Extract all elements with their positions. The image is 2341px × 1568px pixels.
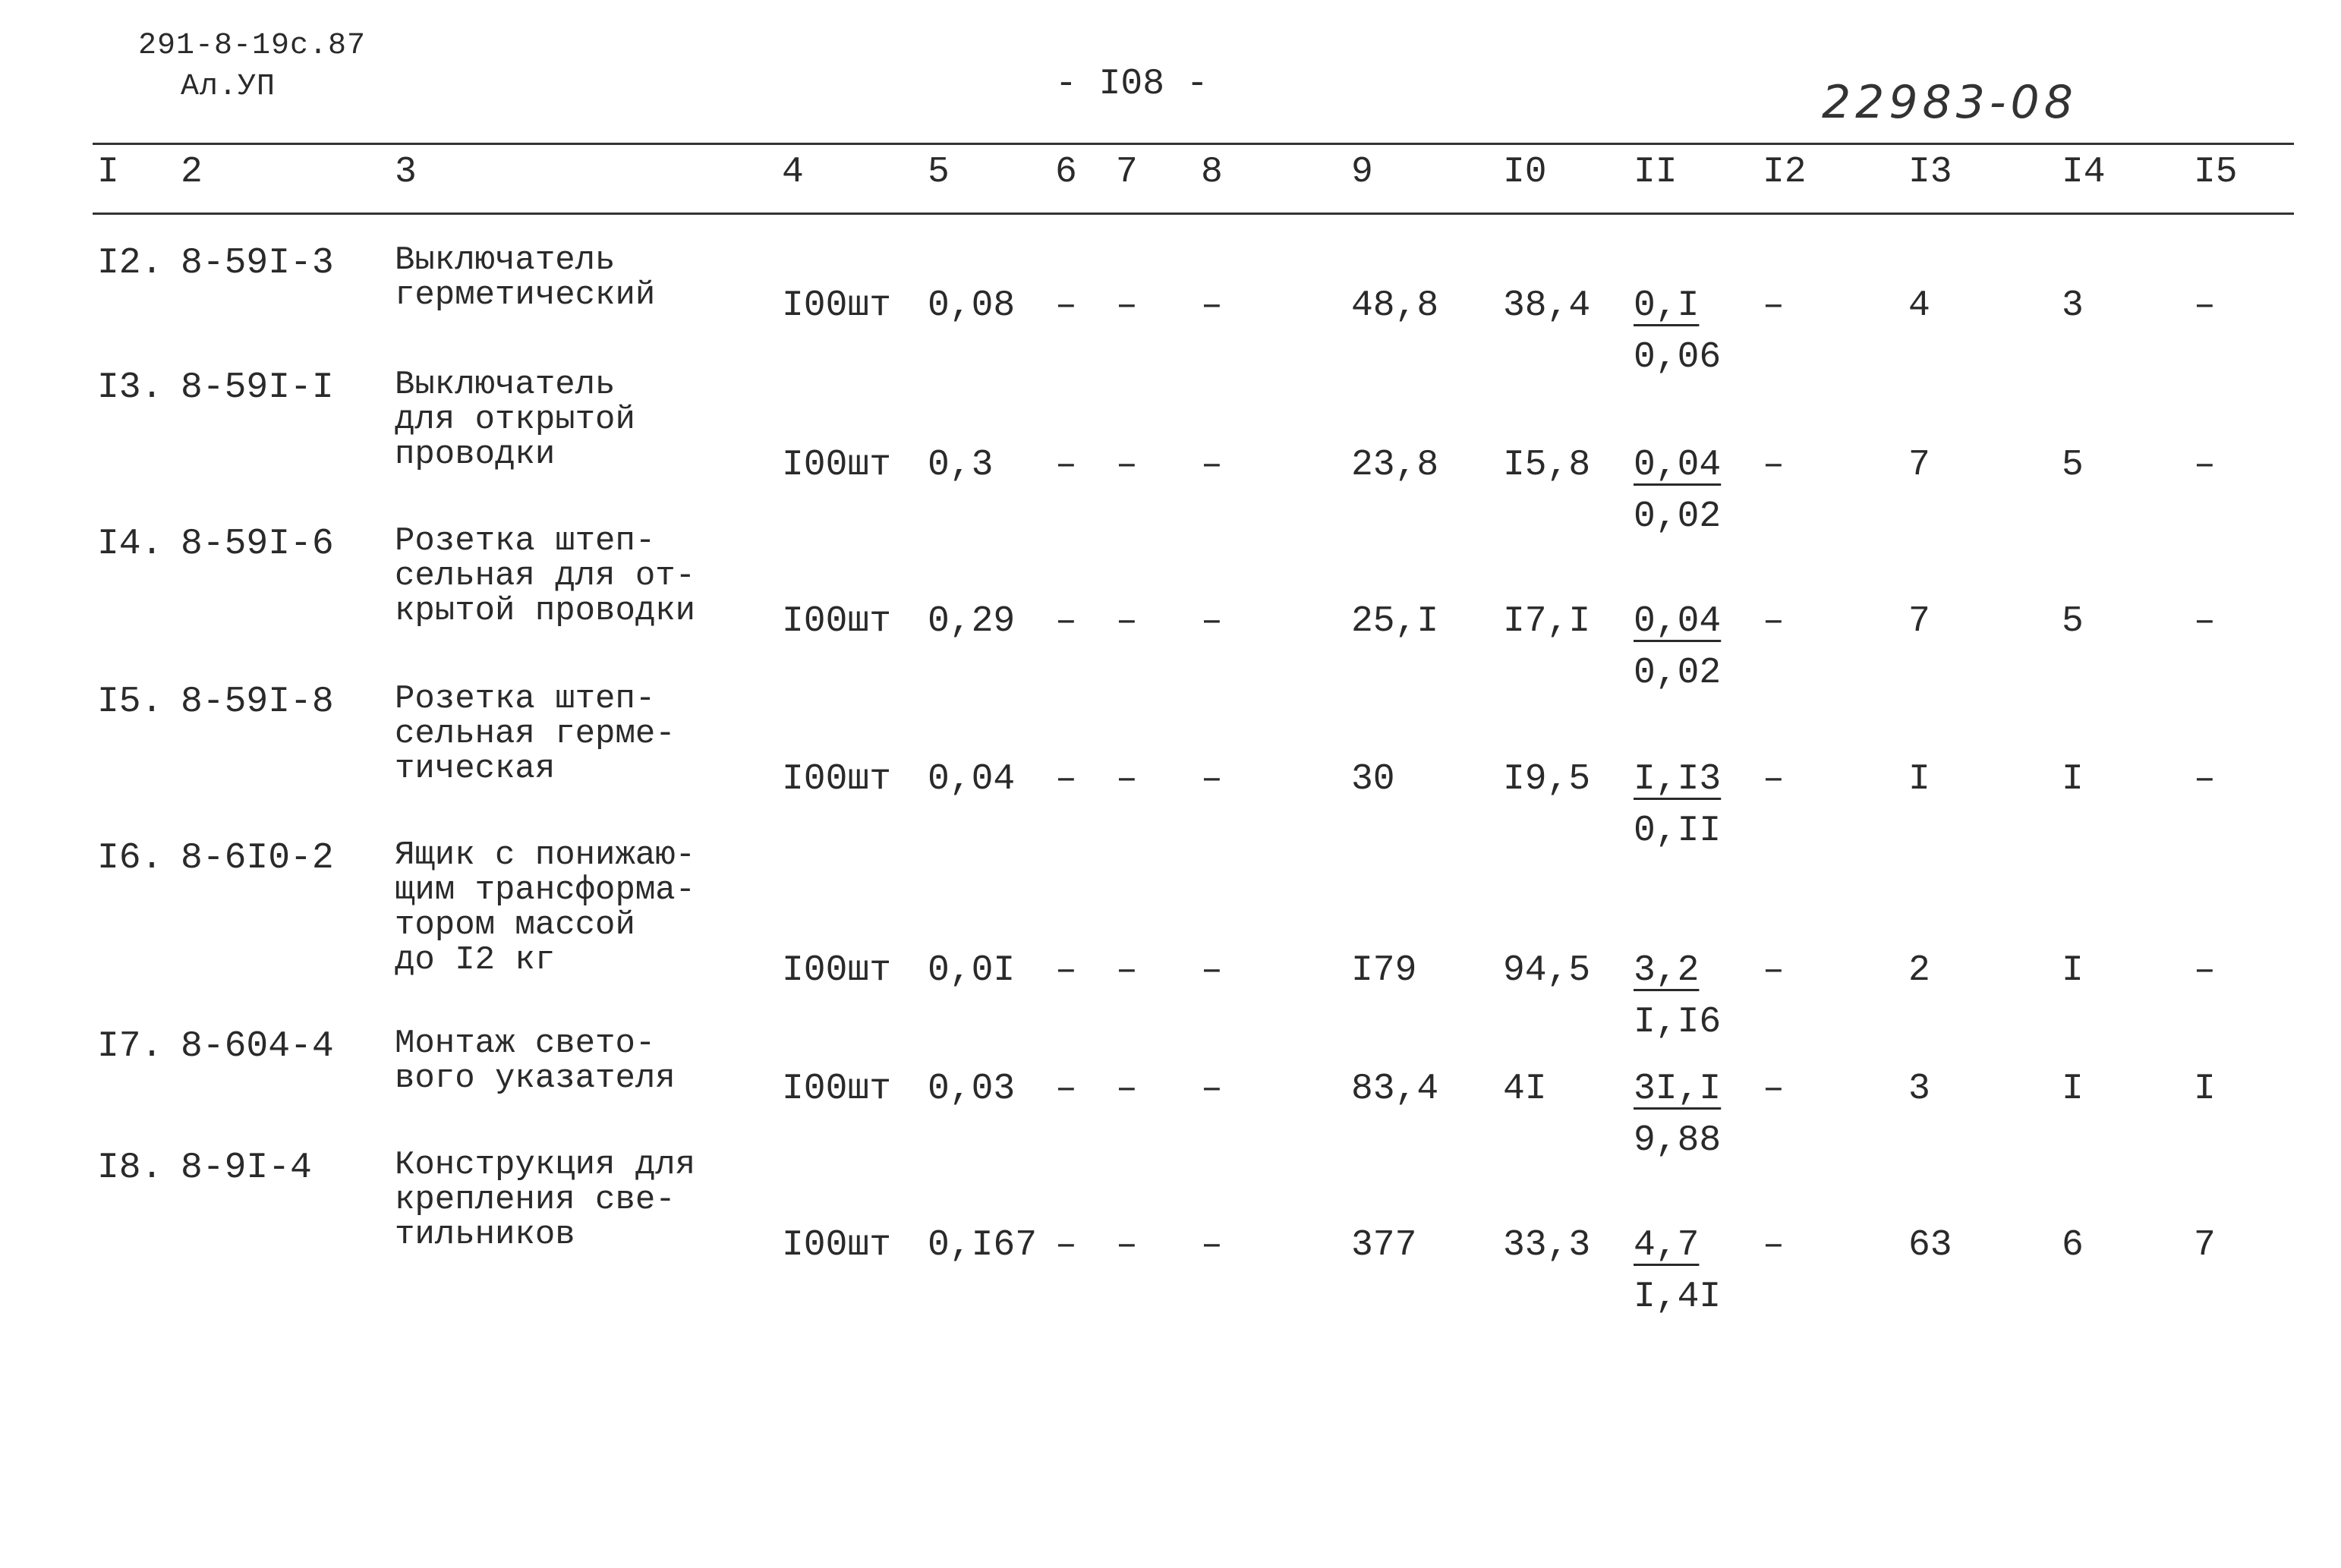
row-number: I5. [97,682,163,723]
row-code: 8-59I-I [181,367,334,408]
row-col11-numerator: 3,2 [1634,950,1700,991]
row-col8: – [1201,759,1223,800]
column-header-7: 7 [1116,152,1138,193]
row-col14: 5 [2062,601,2084,642]
row-col8: – [1201,950,1223,991]
row-unit: I00шт [782,285,892,326]
row-col15: – [2194,445,2216,486]
row-col13: 4 [1908,285,1930,326]
row-col10: I9,5 [1503,759,1591,800]
row-col6: – [1055,445,1077,486]
row-col8: – [1201,1069,1223,1110]
row-col11-numerator: 0,04 [1634,445,1722,486]
row-description: Выключатель герметический [395,241,656,314]
row-col15: – [2194,601,2216,642]
column-header-10: I0 [1503,152,1547,193]
row-col10: I7,I [1503,601,1591,642]
row-col8: – [1201,445,1223,486]
row-col15: – [2194,950,2216,991]
header-bottom-rule [93,213,2294,215]
row-col11-denominator: I,I6 [1634,1002,1722,1043]
header-top-rule [93,143,2294,145]
row-col12: – [1763,601,1785,642]
row-col11-numerator: 0,04 [1634,601,1722,642]
row-col11-numerator: 0,I [1634,285,1700,326]
row-col11-denominator: 0,02 [1634,653,1722,694]
row-col6: – [1055,759,1077,800]
column-header-14: I4 [2062,152,2106,193]
row-number: I3. [97,367,163,408]
row-description: Монтаж свето- вого указателя [395,1025,676,1097]
column-header-9: 9 [1351,152,1373,193]
archive-ref: 291-8-19с.87 [138,29,367,63]
row-code: 8-59I-8 [181,682,334,723]
row-description: Розетка штеп- сельная герме- тическая [395,680,676,788]
row-quantity: 0,03 [928,1069,1016,1110]
row-col6: – [1055,1225,1077,1266]
row-quantity: 0,0I [928,950,1016,991]
column-header-13: I3 [1908,152,1952,193]
row-col14: 3 [2062,285,2084,326]
row-col9: 23,8 [1351,445,1439,486]
row-number: I7. [97,1026,163,1067]
row-col6: – [1055,601,1077,642]
row-col10: 38,4 [1503,285,1591,326]
row-col11-denominator: 0,II [1634,811,1722,852]
column-header-12: I2 [1763,152,1807,193]
row-quantity: 0,I67 [928,1225,1038,1266]
row-col15: 7 [2194,1225,2216,1266]
row-description: Выключатель для открытой проводки [395,366,635,474]
row-code: 8-604-4 [181,1026,334,1067]
document-code: 22983-08 [1822,76,2078,129]
column-header-8: 8 [1201,152,1223,193]
row-col7: – [1116,759,1138,800]
row-col13: 7 [1908,601,1930,642]
row-col11-numerator: I,I3 [1634,759,1722,800]
row-col9: 377 [1351,1225,1417,1266]
row-col10: 4I [1503,1069,1547,1110]
row-number: I2. [97,243,163,284]
row-description: Розетка штеп- сельная для от- крытой проводки [395,522,696,630]
row-code: 8-59I-6 [181,524,334,565]
row-col14: 6 [2062,1225,2084,1266]
row-col11-numerator: 3I,I [1634,1069,1722,1110]
row-col12: – [1763,759,1785,800]
row-col12: – [1763,1225,1785,1266]
row-col11-denominator: 0,06 [1634,337,1722,378]
row-col7: – [1116,445,1138,486]
row-col7: – [1116,601,1138,642]
row-col12: – [1763,1069,1785,1110]
row-col10: 94,5 [1503,950,1591,991]
row-unit: I00шт [782,445,892,486]
row-col6: – [1055,950,1077,991]
row-quantity: 0,3 [928,445,994,486]
row-col12: – [1763,950,1785,991]
row-code: 8-59I-3 [181,243,334,284]
page-number: - I08 - [1055,64,1208,105]
row-col11-denominator: I,4I [1634,1277,1722,1318]
row-unit: I00шт [782,601,892,642]
row-number: I8. [97,1148,163,1189]
row-col8: – [1201,601,1223,642]
row-col10: I5,8 [1503,445,1591,486]
row-col10: 33,3 [1503,1225,1591,1266]
column-header-15: I5 [2194,152,2238,193]
album-ref: Ал.УП [181,70,276,104]
row-col8: – [1201,285,1223,326]
row-unit: I00шт [782,950,892,991]
row-col8: – [1201,1225,1223,1266]
row-col9: 48,8 [1351,285,1439,326]
row-col11-denominator: 9,88 [1634,1120,1722,1161]
row-description: Ящик с понижаю- щим трансформа- тором массой до I2 кг [395,836,696,979]
row-number: I6. [97,838,163,879]
row-unit: I00шт [782,759,892,800]
row-col15: I [2194,1069,2216,1110]
row-col13: 2 [1908,950,1930,991]
row-col11-denominator: 0,02 [1634,496,1722,537]
row-col12: – [1763,285,1785,326]
row-unit: I00шт [782,1069,892,1110]
row-col13: 7 [1908,445,1930,486]
row-col14: I [2062,1069,2084,1110]
row-col13: 3 [1908,1069,1930,1110]
row-code: 8-6I0-2 [181,838,334,879]
column-header-5: 5 [928,152,950,193]
row-col14: 5 [2062,445,2084,486]
row-col13: I [1908,759,1930,800]
row-quantity: 0,29 [928,601,1016,642]
row-col15: – [2194,285,2216,326]
row-quantity: 0,04 [928,759,1016,800]
row-description: Конструкция для крепления све- тильников [395,1146,696,1254]
row-col7: – [1116,950,1138,991]
row-unit: I00шт [782,1225,892,1266]
row-quantity: 0,08 [928,285,1016,326]
row-col13: 63 [1908,1225,1952,1266]
column-header-1: I [97,152,119,193]
row-col6: – [1055,285,1077,326]
row-col9: 30 [1351,759,1395,800]
column-header-6: 6 [1055,152,1077,193]
row-col6: – [1055,1069,1077,1110]
row-col7: – [1116,285,1138,326]
row-col9: 83,4 [1351,1069,1439,1110]
column-header-2: 2 [181,152,203,193]
column-header-4: 4 [782,152,804,193]
row-col12: – [1763,445,1785,486]
row-number: I4. [97,524,163,565]
row-col14: I [2062,950,2084,991]
row-col15: – [2194,759,2216,800]
row-col7: – [1116,1225,1138,1266]
row-col11-numerator: 4,7 [1634,1225,1700,1266]
row-col7: – [1116,1069,1138,1110]
column-header-11: II [1634,152,1678,193]
row-col9: I79 [1351,950,1417,991]
row-col14: I [2062,759,2084,800]
column-header-3: 3 [395,152,417,193]
row-code: 8-9I-4 [181,1148,312,1189]
row-col9: 25,I [1351,601,1439,642]
